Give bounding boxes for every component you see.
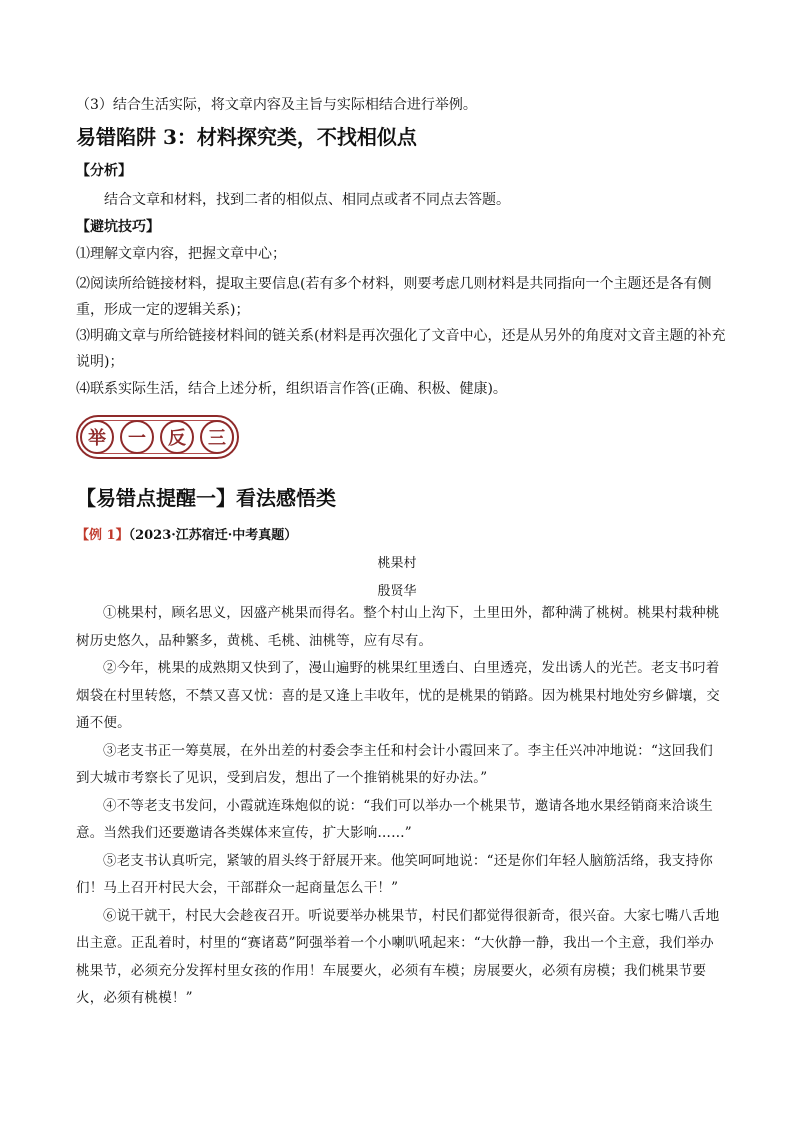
- analysis-label: 【分析】: [76, 163, 132, 179]
- example-source: （2023·江苏宿迁·中考真题）: [128, 528, 298, 543]
- tip-item-2: ⑵阅读所给链接材料，提取主要信息(若有多个材料，则要考虑几则材料是共同指向一个主题还是各有侧重，形成一定的逻辑关系)；: [76, 276, 712, 318]
- story-author: 殷贤华: [377, 584, 417, 599]
- badge-juyifansan: [76, 412, 241, 462]
- example-header: [76, 524, 297, 543]
- badge-char-4: 三: [200, 420, 234, 454]
- badge-char-2: 一: [120, 420, 154, 454]
- analysis-text: 结合文章和材料，找到二者的相似点、相同点或者不同点去答题。: [104, 192, 510, 208]
- remind-heading: 【易错点提醒一】看法感悟类: [76, 486, 336, 510]
- story-paragraph-1: ①桃果村，顾名思义，因盛产桃果而得名。整个村山上沟下，土里田外，都种满了桃树。桃果村栽种桃树历史悠久，品种繁多，黄桃、毛桃、油桃等，应有尽有。: [76, 605, 720, 649]
- intro-line: （3）结合生活实际，将文章内容及主旨与实际相结合进行举例。: [76, 97, 477, 113]
- tips-label: 【避坑技巧】: [76, 219, 160, 235]
- badge-char-3: 反: [160, 420, 194, 454]
- story-paragraph-4: ④不等老支书发问，小霞就连珠炮似的说：“我们可以举办一个桃果节，邀请各地水果经销商来洽谈生意。当然我们还要邀请各类媒体来宣传，扩大影响……”: [76, 797, 713, 841]
- story-body: [76, 600, 724, 1013]
- tip-item-4: ⑷联系实际生活，结合上述分析，组织语言作答(正确、积极、健康)。: [76, 381, 507, 397]
- story-title: 桃果村: [377, 556, 417, 571]
- story-paragraph-2: ②今年，桃果的成熟期又快到了，漫山遍野的桃果红里透白、白里透亮，发出诱人的光芒。老支书叼着烟袋在村里转悠，不禁又喜又忧：喜的是又逢上丰收年，忧的是桃果的销路。因为桃果村地处穷乡僻壤，交通不便。: [76, 660, 720, 731]
- example-tag: 【例 1】: [76, 528, 129, 543]
- tip-item-1: ⑴理解文章内容，把握文章中心；: [76, 246, 286, 262]
- story-paragraph-5: ⑤老支书认真听完，紧皱的眉头终于舒展开来。他笑呵呵地说：“还是你们年轻人脑筋活络，我支持你们！马上召开村民大会，干部群众一起商量怎么干！”: [76, 852, 713, 896]
- trap-heading: 易错陷阱 3：材料探究类，不找相似点: [76, 125, 417, 149]
- story-paragraph-6: ⑥说干就干，村民大会趁夜召开。听说要举办桃果节，村民们都觉得很新奇，很兴奋。大家七嘴八舌地出主意。正乱着时，村里的“赛诸葛”阿强举着一个小喇叭吼起来：“大伙静一静，我出一个主意，我们举办桃果节，必须充分发挥村里女孩的作用！车展要火，必须有车模；房展要火，必须有房模；我们桃果节要火，必须有桃模！”: [76, 907, 720, 1006]
- story-paragraph-3: ③老支书正一筹莫展，在外出差的村委会李主任和村会计小霞回来了。李主任兴冲冲地说：“这回我们到大城市考察长了见识，受到启发，想出了一个推销桃果的好办法。”: [76, 742, 713, 786]
- tip-item-3: ⑶明确文章与所给链接材料间的链关系(材料是再次强化了文音中心，还是从另外的角度对文音主题的补充说明)；: [76, 328, 726, 370]
- badge-char-1: 举: [80, 420, 114, 454]
